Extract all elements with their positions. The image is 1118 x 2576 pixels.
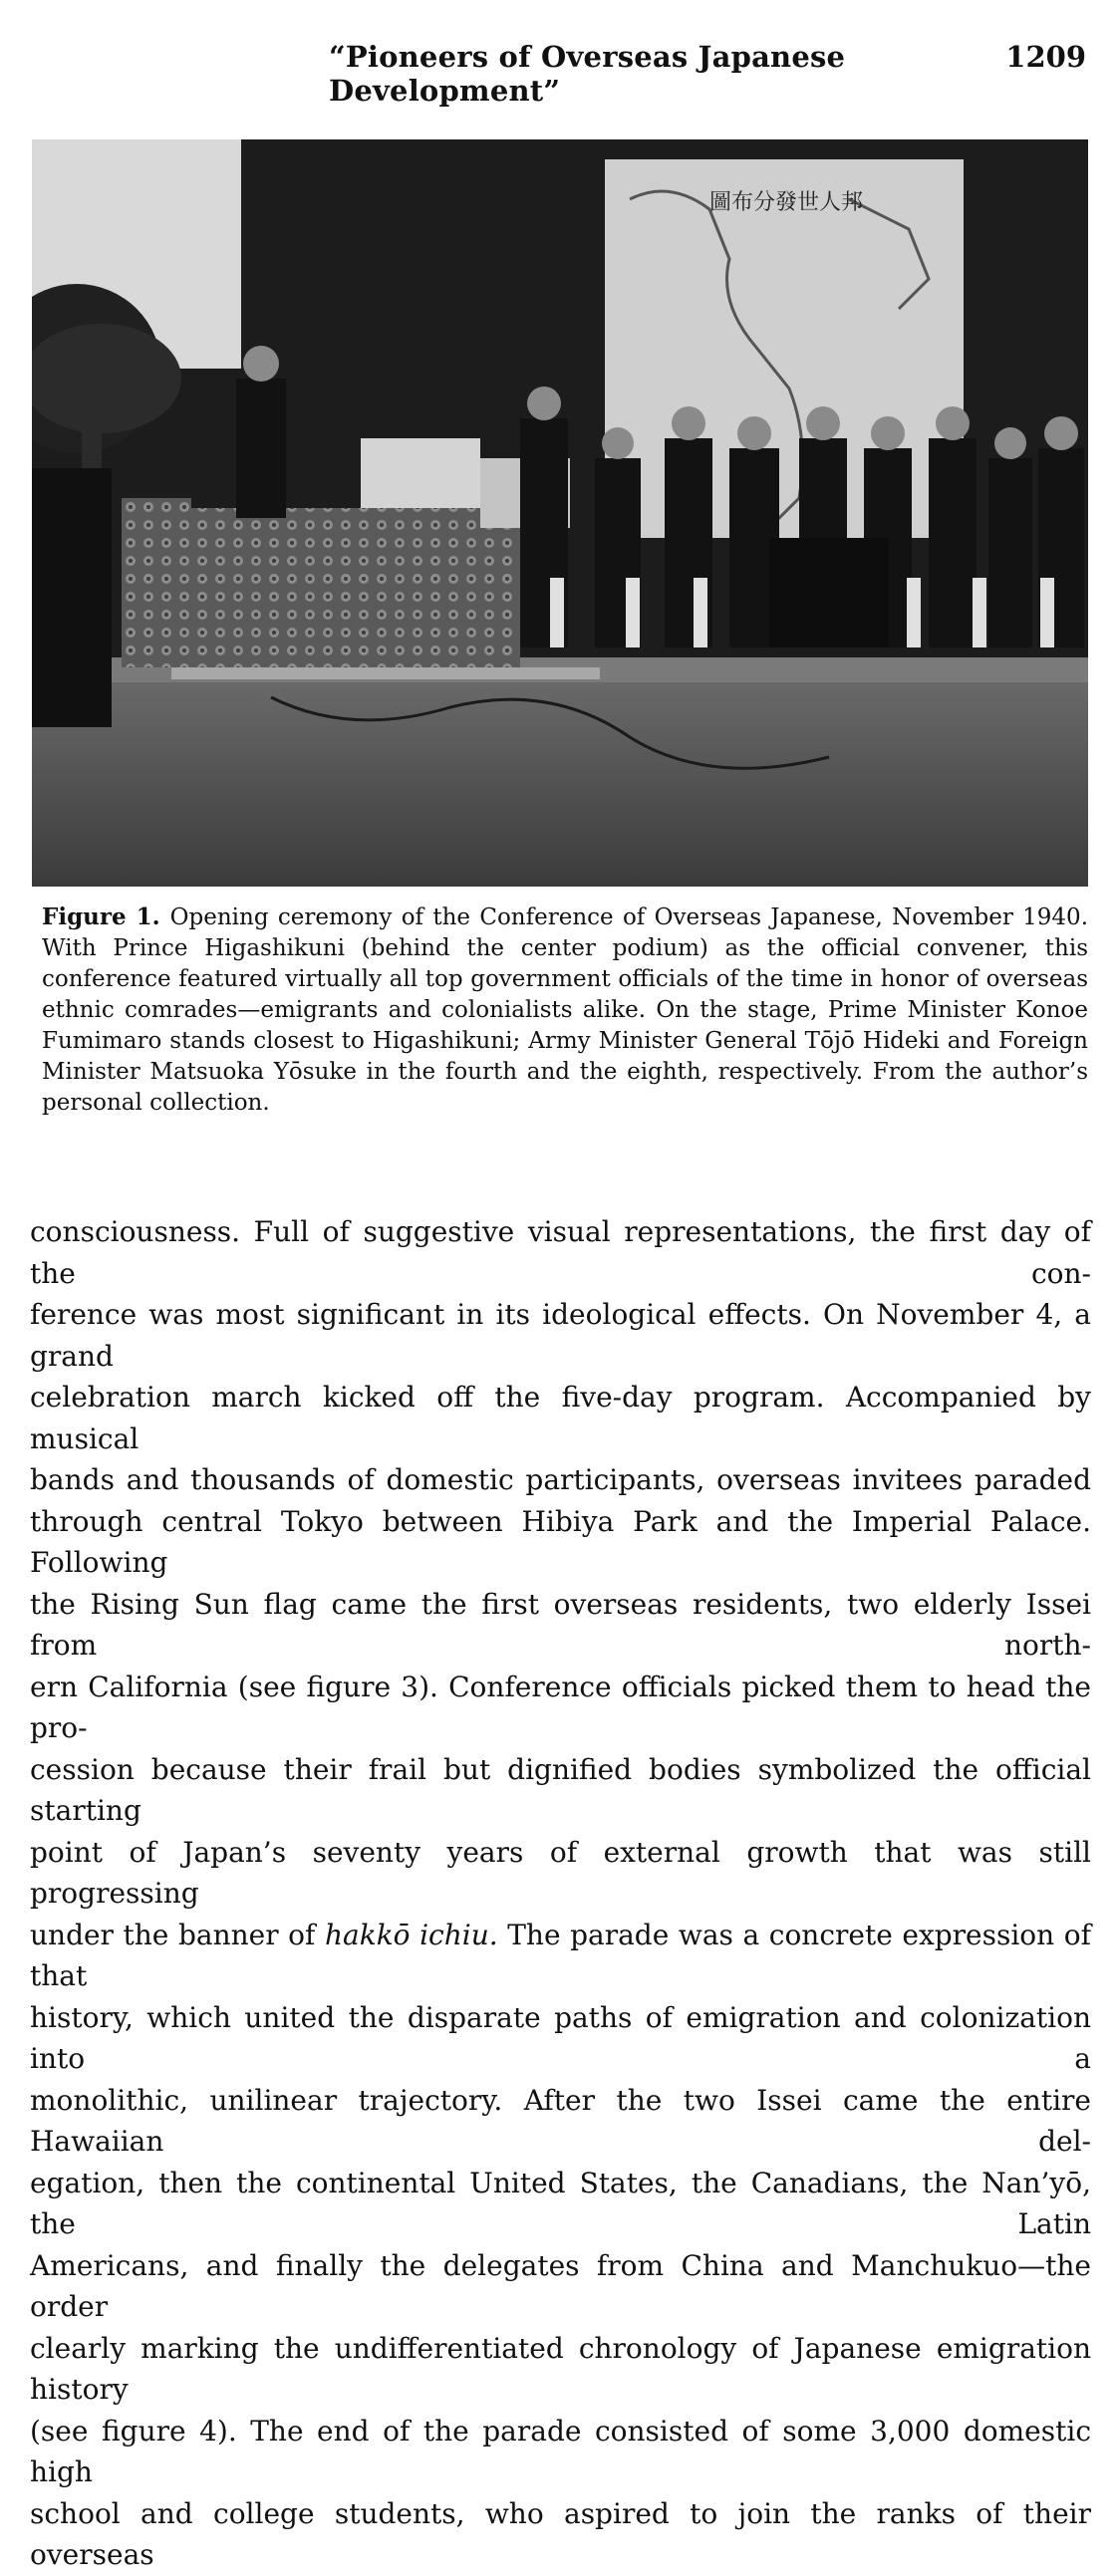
body-line: egation, then the continental United States, the Canadians, the Nan’yō, the Latin [30,2166,1091,2240]
running-head [329,40,1086,108]
running-title: “Pioneers of Overseas Japanese Development” [329,40,846,108]
body-line: ern California (see figure 3). Conference officials picked them to head the pro- [30,1670,1091,1744]
figure-caption [42,902,1088,1119]
body-line: consciousness. Full of suggestive visual representations, the first day of the con- [30,1215,1091,1290]
body-line: history, which united the disparate paths of emigration and colonization into a [30,2000,1091,2075]
body-line: point of Japan’s seventy years of external growth that was still progressing [30,1835,1091,1910]
body-line: Americans, and finally the delegates from China and Manchukuo—the order [30,2248,1091,2323]
body-line: clearly marking the undifferentiated chronology of Japanese emigration history [30,2331,1091,2406]
figure-photo [32,139,1088,887]
figure-label: Figure 1. [42,903,160,930]
caption-text: Opening ceremony of the Conference of Overseas Japanese, November 1940. With Prince Higashikuni (behind the center podium) as the official convener, this conference featured virtually all top government officials of the time in honor of overseas ethnic comrades—emigrants and colonialists alike. On the stage, Prime Minister Konoe Fumimaro stands closest to Higashikuni; Army Minister General Tōjō Hideki and Foreign Minister Matsuoka Yōsuke in the fourth and the eighth, respectively. From the author’s personal collection. [42,904,1088,1116]
body-line [30,1915,1091,1997]
body-line: the Rising Sun flag came the first overseas residents, two elderly Issei from north- [30,1587,1091,1662]
body-line-start: under the banner of [30,1918,316,1951]
body-line: cession because their frail but dignified bodies symbolized the official starting [30,1752,1091,1827]
body-line-end: The parade was a concrete expression of that [30,1918,1091,1992]
body-line: celebration march kicked off the five-day program. Accompanied by musical [30,1381,1091,1455]
body-text [30,1211,1091,2576]
map-banner-text: 圖布分發世人邦 [709,190,864,215]
body-line: (see figure 4). The end of the parade consisted of some 3,000 domestic high [30,2414,1091,2488]
body-line: bands and thousands of domestic participants, overseas invitees paraded [30,1463,1091,1496]
body-line: through central Tokyo between Hibiya Park and the Imperial Palace. Following [30,1504,1091,1579]
page-number: 1209 [1005,40,1086,74]
body-line: monolithic, unilinear trajectory. After the two Issei came the entire Hawaiian del- [30,2083,1091,2158]
body-line: school and college students, who aspired to join the ranks of their overseas [30,2496,1091,2571]
body-line: ference was most significant in its ideological effects. On November 4, a grand [30,1298,1091,1373]
italic-term: hakkō ichiu. [325,1918,498,1951]
